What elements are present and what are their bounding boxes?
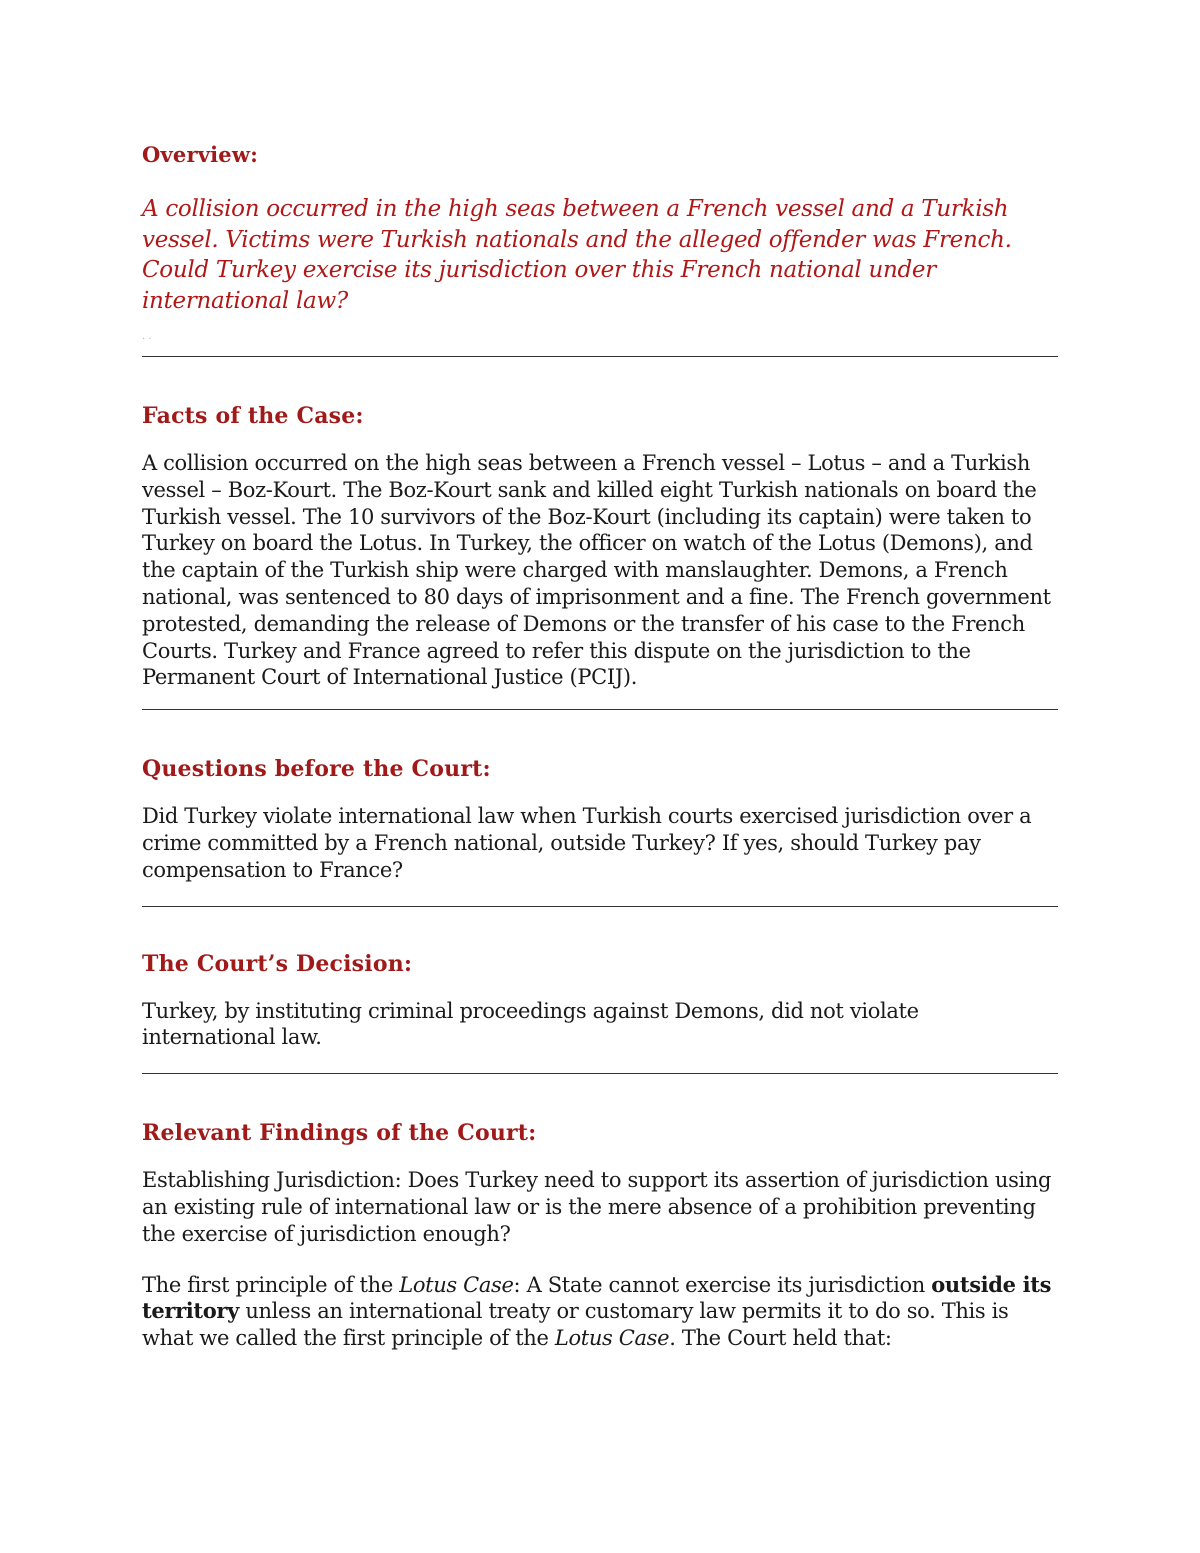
findings-heading: Relevant Findings of the Court: [142,1120,537,1147]
decision-heading: The Court’s Decision: [142,950,413,977]
principle-case-name-2: Lotus Case [554,1326,670,1351]
overview-text: A collision occurred in the high seas between a French vessel and a Turkish vessel. Victims were Turkish nationals and the alleged offender was French. Could Turkey exercise its jurisdiction over this French national under international law? [142,196,1012,314]
facts-heading: Facts of the Case: [142,403,364,429]
questions-text: Did Turkey violate international law when Turkish courts exercised jurisdiction over a crime committed by a French national, outside Turkey? If yes, should Turkey pay compensation to France? [142,804,1032,882]
principle-bold-phrase: outside its territory [142,1271,1052,1324]
principle-part4: . The Court held that: [669,1326,892,1351]
decision-text: Turkey, by instituting criminal proceedings against Demons, did not violate international law. [142,998,919,1050]
principle-part2: : A State cannot exercise its jurisdiction [513,1272,932,1297]
questions-heading: Questions before the Court: [142,756,491,783]
facts-text: A collision occurred on the high seas between a French vessel – Lotus – and a Turkish vessel – Boz-Kourt. The Boz-Kourt sank and killed eight Turkish nationals on board the Turkish vessel. The 10 survivors of the Boz-Kourt (including its captain) were taken to Turkey on board the Lotus. In Turkey, the officer on watch of the Lotus (Demons), and the captain of the Turkish ship were charged with manslaughter. Demons, a French national, was sentenced to 80 days of imprisonment and a fine. The French government protested, demanding the release of Demons or the transfer of his case to the French Courts. Turkey and France agreed to refer this dispute on the jurisdiction to the Permanent Court of International Justice (PCIJ). [142,451,1051,690]
findings-establishing-text: Establishing Jurisdiction: Does Turkey need to support its assertion of jurisdiction using an existing rule of international law or is the mere absence of a prohibition preventing the exercise of jurisdiction enough? [142,1168,1052,1246]
principle-part1: The first principle of the [142,1272,400,1297]
overview-heading: Overview: [142,142,259,167]
principle-part3: unless an international treaty or customary law permits it to do so. This is what we called the first principle of the [142,1299,1009,1351]
principle-case-name-1: Lotus Case [399,1272,514,1297]
document-page [142,140,1058,1352]
overview-dots: . . [142,331,152,342]
findings-principle-text [142,1272,1058,1352]
